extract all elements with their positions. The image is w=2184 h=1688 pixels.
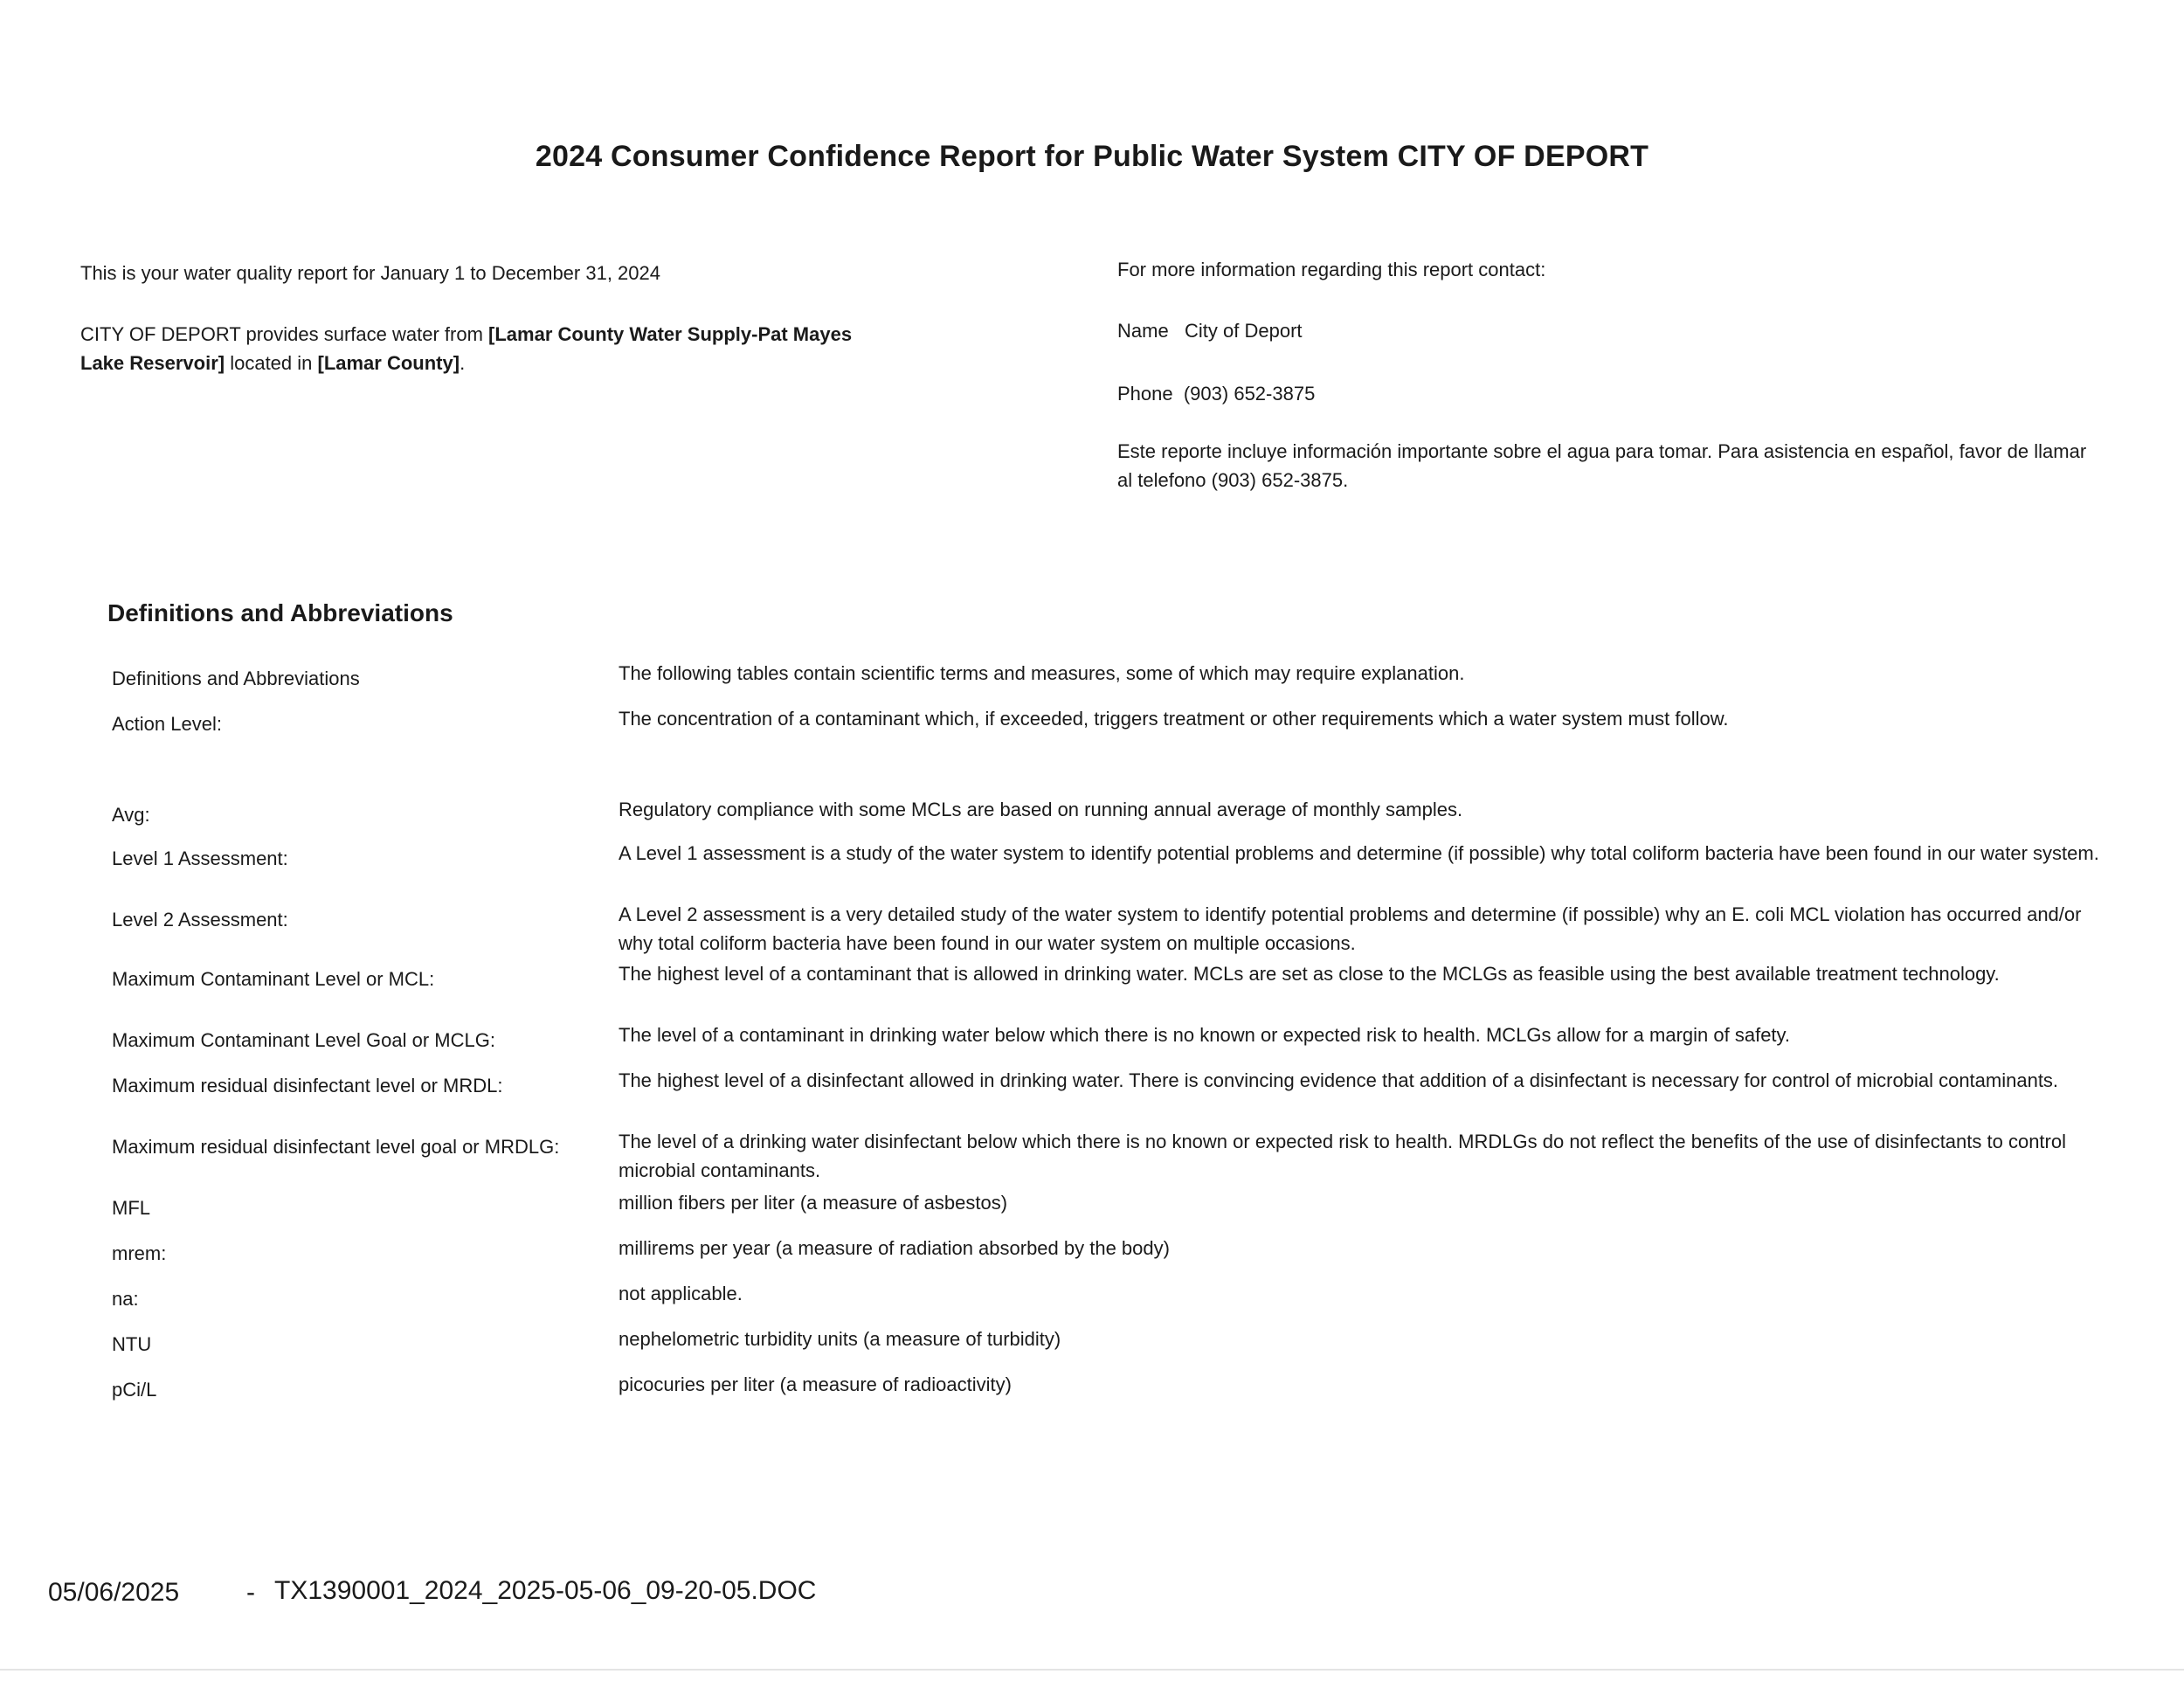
- source-suffix: .: [460, 352, 466, 374]
- definition-description: Regulatory compliance with some MCLs are based on running annual average of monthly samples.: [619, 799, 1463, 820]
- source-prefix: CITY OF DEPORT provides surface water from: [80, 323, 489, 345]
- definition-term: na:: [112, 1288, 139, 1310]
- definition-term: Maximum residual disinfectant level or MRDL:: [112, 1075, 503, 1097]
- definition-description: The level of a drinking water disinfectant below which there is no known or expected risk to health. MRDLGs do not reflect the benefits of the use of disinfectants to control microbial contaminants.: [619, 1131, 2066, 1181]
- spanish-note: Este reporte incluye información importante sobre el agua para tomar. Para asistencia en español, favor de llamar al telefono (903) 652-3875.: [1117, 440, 2087, 491]
- definition-description: The highest level of a contaminant that is allowed in drinking water. MCLs are set as close to the MCLGs as feasible using the best available treatment technology.: [619, 963, 2000, 985]
- definition-term: mrem:: [112, 1242, 167, 1264]
- definition-term: Maximum Contaminant Level or MCL:: [112, 968, 435, 990]
- contact-name: [1117, 316, 2122, 345]
- definition-description: The level of a contaminant in drinking water below which there is no known or expected risk to health. MCLGs allow for a margin of safety.: [619, 1024, 1791, 1046]
- definition-description: picocuries per liter (a measure of radioactivity): [619, 1373, 1012, 1395]
- definition-description: A Level 1 assessment is a study of the water system to identify potential problems and determine (if possible) why total coliform bacteria have been found in our water system.: [619, 842, 2099, 864]
- contact-name-label: Name: [1117, 320, 1169, 342]
- definition-term: Level 2 Assessment:: [112, 909, 288, 930]
- definition-description: million fibers per liter (a measure of asbestos): [619, 1192, 1008, 1214]
- definition-term: Avg:: [112, 804, 150, 826]
- source-county: [Lamar County]: [317, 352, 460, 374]
- definition-term: Maximum residual disinfectant level goal or MRDLG:: [112, 1136, 560, 1158]
- footer-date: 05/06/2025: [48, 1578, 180, 1607]
- source-mid: located in: [225, 352, 318, 374]
- report-period: This is your water quality report for January 1 to December 31, 2024: [80, 262, 660, 284]
- contact-phone-value: (903) 652-3875: [1183, 383, 1316, 405]
- definition-term: MFL: [112, 1197, 150, 1219]
- footer-separator: -: [246, 1578, 255, 1607]
- definition-term: NTU: [112, 1333, 152, 1355]
- page-title: 2024 Consumer Confidence Report for Public Water System CITY OF DEPORT: [535, 140, 1649, 173]
- contact-heading: For more information regarding this report contact:: [1117, 259, 1546, 280]
- footer-filename: TX1390001_2024_2025-05-06_09-20-05.DOC: [274, 1576, 817, 1605]
- definition-description: nephelometric turbidity units (a measure of turbidity): [619, 1328, 1061, 1350]
- definition-term: Definitions and Abbreviations: [112, 668, 360, 689]
- definition-description: millirems per year (a measure of radiation absorbed by the body): [619, 1237, 1170, 1259]
- definition-description: not applicable.: [619, 1283, 743, 1304]
- definition-term: Level 1 Assessment:: [112, 847, 288, 869]
- definition-term: Maximum Contaminant Level Goal or MCLG:: [112, 1029, 495, 1051]
- definition-description: A Level 2 assessment is a very detailed study of the water system to identify potential problems and determine (if possible) why an E. coli MCL violation has occurred and/or why total coliform bacteria have been found in our water system on multiple occasions.: [619, 903, 2082, 954]
- water-source-statement: [80, 320, 884, 377]
- scan-edge-line: [0, 1669, 2184, 1671]
- definition-term: pCi/L: [112, 1379, 157, 1401]
- definition-description: The following tables contain scientific terms and measures, some of which may require explanation.: [619, 662, 1465, 684]
- source-name: [Lamar County Water Supply-Pat Mayes Lake Reservoir]: [80, 323, 853, 374]
- contact-phone: [1117, 379, 2122, 408]
- definitions-section-title: Definitions and Abbreviations: [107, 599, 453, 626]
- definition-description: The concentration of a contaminant which, if exceeded, triggers treatment or other requirements which a water system must follow.: [619, 708, 1729, 730]
- contact-phone-label: Phone: [1117, 383, 1173, 405]
- definition-term: Action Level:: [112, 713, 222, 735]
- definition-description: The highest level of a disinfectant allowed in drinking water. There is convincing evidence that addition of a disinfectant is necessary for control of microbial contaminants.: [619, 1069, 2059, 1091]
- contact-name-value: City of Deport: [1185, 320, 1303, 342]
